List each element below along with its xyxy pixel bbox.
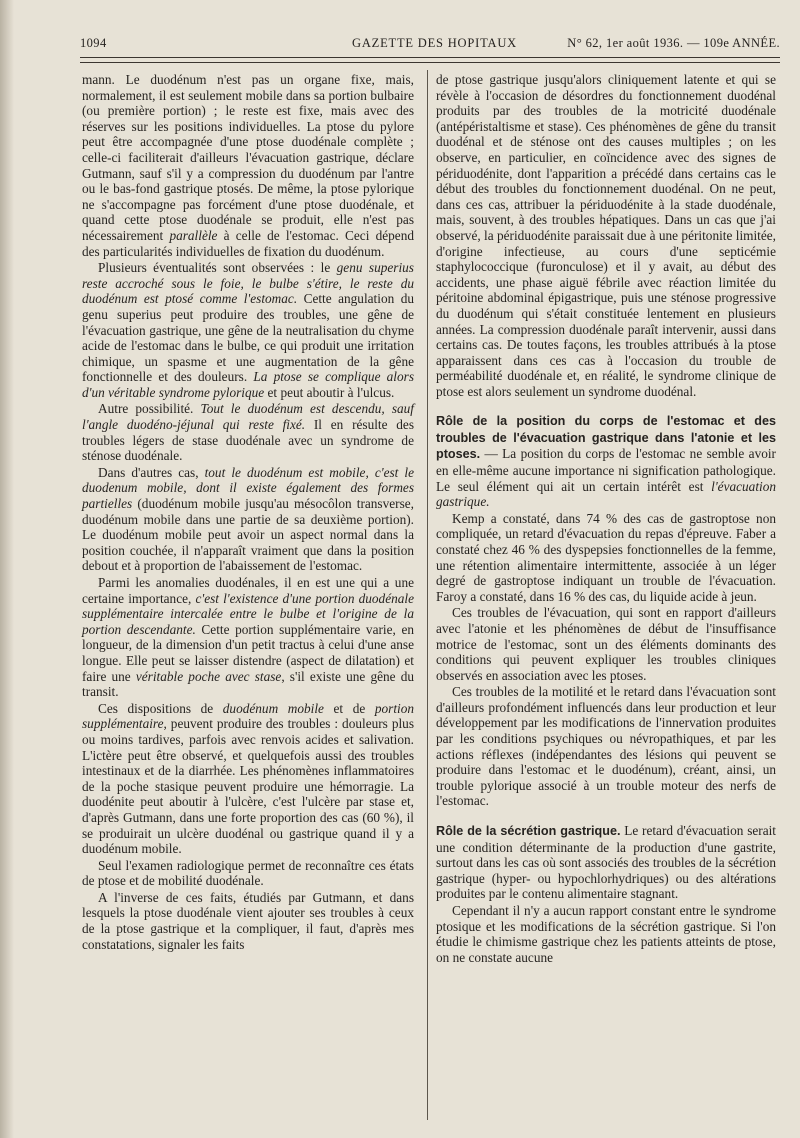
right-column [436, 72, 776, 965]
section-heading: Rôle de la sécrétion gastrique. [436, 824, 621, 839]
text-run: A l'inverse de ces faits, étudiés par Gutmann, et dans lesquels la ptose duodénale vient ajouter ses troubles à ceux de la ptose gastrique et la compliquer, il faut, d'après mes constatations, signaler les faits [82, 889, 414, 952]
section-heading: Rôle de la position du corps de l'estomac et des troubles de l'évacuation gastrique dans l'atonie et les ptoses. [436, 414, 776, 462]
italic-text: l'évacuation gastrique. [436, 478, 776, 510]
text-run: et de [323, 700, 375, 716]
binding-edge-shadow [0, 0, 14, 1138]
text-run: Autre possibilité. [98, 401, 201, 417]
column-divider [427, 70, 428, 1120]
text-run: Il en résulte des troubles légers de stase duodénale avec un syndrome de sténose duodénale. [82, 417, 414, 464]
paragraph [436, 903, 776, 965]
text-run: Seul l'examen radiologique permet de reconnaître ces états de ptose et de mobilité duodénale. [82, 857, 414, 889]
left-column [82, 72, 414, 952]
header-rule-top [80, 57, 780, 58]
text-run: , s'il existe une gêne du transit. [82, 668, 415, 700]
text-run: de ptose gastrique jusqu'alors cliniquement latente et qui se révèle à l'occasion de désordres du fonctionnement duodénal produits par des troubles de la motricité duodénale (antépéristaltisme et stase). Ces phénomènes de gêne du transit duodénal et de sténose ont des causes multiples ; on les observe, en particulier, en coïncidence avec des signes de périduodénite, dont l'apparition a précédé dans certains cas le début des troubles du fonctionnement duodénal. On ne peut, dans ces cas, attribuer la périduodénite à la stade duodénale, mais, souvent, à des troubles hépatiques. Dans un cas que j'ai observé, la périduodénite paraissait due à une péritonite limitée, d'origine infectieuse, au cours d'une septicémie staphylococcique (furonculose) et il y avait, au début des accidents, une phase aiguë fébrile avec réaction limitée du péritoine abdominal épigastrique, puis une sténose progressive du duodénum qui s'était constituée lentement en plusieurs années. La compression duodénale paraît intervenir, aussi dans certains cas. De toutes façons, les troubles attribués à la ptose apparaissent dans ces cas à l'occasion du trouble de perméabilité duodénale et, en réalité, le syndrome clinique de ptose est alors seulement un syndrome duodénal. [436, 72, 776, 399]
text-run: à celle de l'estomac. Ceci dépend des particularités individuelles de fixation du duodénum. [82, 227, 414, 259]
italic-text: portion supplémentaire [82, 700, 415, 732]
italic-text: véritable poche avec stase [135, 668, 282, 684]
paragraph [82, 401, 414, 463]
italic-text: genu superius reste accroché sous le foie, le bulbe s'étire, le reste du duodénum est ptosé comme l'estomac. [82, 260, 414, 307]
paragraph [82, 260, 414, 400]
text-run: , peuvent produire des troubles : douleurs plus ou moins tardives, parfois avec renvois acides et salivation. L'ictère peut être observé, et quelquefois aussi des troubles intestinaux et de la diarrhée. Les phénomènes inflammatoires de la poche stasique peuvent produire une hémorragie. La duodénite peut aboutir à l'ulcère, c'est l'ulcère par stase et, d'après Gutmann, dans une forte proportion des cas (60 %), il se produirait un ulcère duodénal ou gastrique quand il y a duodénum mobile. [82, 716, 414, 857]
paragraph [82, 701, 414, 857]
text-run: Parmi les anomalies duodénales, il en est une qui a une certaine importance, [82, 575, 414, 606]
paragraph [82, 575, 414, 700]
header-rule-bottom [80, 62, 780, 63]
paragraph [82, 858, 414, 889]
text-run: Cette portion supplémentaire varie, en longueur, de la dimension d'un petit tractus à celui d'une anse longue. Elle peut se laisser distendre (aspect de dilatation) et faire une [82, 621, 414, 684]
text-run: et peut aboutir à l'ulcus. [264, 384, 395, 400]
text-run: Ces dispositions de [98, 700, 223, 716]
issue-info: N° 62, 1er août 1936. — 109e ANNÉE. [567, 36, 780, 50]
text-run: mann. Le duodénum n'est pas un organe fixe, mais, normalement, il est seulement mobile dans sa portion bulbaire (ou première portion) ; le reste est fixe, mais avec des réserves sur les positions individuelles. La ptose du pylore peut être accompagnée d'une ptose duodénale complète ; celle-ci faciliterait d'ailleurs l'évacuation gastrique, déclare Gutmann, sauf s'il y a compression du duodénum par l'antre ou le bas-fond gastrique ptosés. De même, la ptose pylorique ne s'accompagne pas forcément d'une ptose duodénale, et quand cette ptose duodénale se produit, elle n'est pas nécessairement [82, 72, 414, 243]
paragraph [436, 413, 776, 509]
journal-title: GAZETTE DES HOPITAUX [352, 36, 517, 50]
italic-text: La ptose se complique alors d'un véritable syndrome pylorique [82, 369, 415, 400]
text-run: (duodénum mobile jusqu'au mésocôlon transverse, duodénum mobile dans une partie de sa deuxième portion). Le duodénum mobile peut avoir un aspect normal dans la position couchée, il n'apparaît vraiment que dans la position debout et à proportion de l'abaissement de l'estomac. [82, 496, 414, 574]
paragraph [436, 605, 776, 683]
text-run: Plusieurs éventualités sont observées : le [98, 260, 337, 276]
paragraph [82, 72, 414, 259]
page-number: 1094 [80, 36, 107, 50]
italic-text: duodénum mobile [222, 700, 324, 716]
text-run: Ces troubles de l'évacuation, qui sont en rapport d'ailleurs avec l'atonie et les phénomènes de début de l'insuffisance motrice de l'estomac, sont un des éléments dominants des conditions qui peuvent expliquer les troubles cliniques observés en association avec les ptoses. [436, 605, 776, 683]
italic-text: c'est l'existence d'une portion duodénale supplémentaire intercalée entre le bulbe et l'origine de la portion descendante. [82, 590, 414, 637]
paragraph [82, 890, 414, 952]
paragraph [436, 511, 776, 605]
paragraph [436, 823, 776, 902]
paragraph [436, 72, 776, 399]
text-run: Ces troubles de la motilité et le retard dans l'évacuation sont d'ailleurs profondément influencés dans leur production et leur développement par les modifications de l'innervation produites par les conditions psychiques ou névropathiques, et par les actions réflexes (indépendantes des lésions qui peuvent se produire dans l'estomac et le duodénum), créant, ainsi, un trouble pylorique associé à un trouble moteur des nerfs de l'estomac. [436, 684, 776, 809]
italic-text: tout le duodénum est mobile, c'est le duodenum mobile, dont il existe également des formes partielles [82, 464, 414, 512]
text-run: Cependant il n'y a aucun rapport constant entre le syndrome ptosique et les modifications de la sécrétion gastrique. Si l'on étudie le chimisme gastrique chez les patients atteints de ptose, on ne constate aucune [436, 902, 776, 965]
text-run: Le retard d'évacuation serait une condition déterminante de la production d'une gastrite, surtout dans les cas où sont associés des troubles de la sécrétion gastrique (hyper- ou hypochlorhydriques) ou des altérations produites par le contenu alimentaire stagnant. [436, 823, 776, 902]
italic-text: parallèle [169, 227, 218, 243]
italic-text: Tout le duodénum est descendu, sauf l'angle duodéno-jéjunal qui reste fixé. [82, 401, 415, 433]
paragraph [436, 684, 776, 809]
text-run: Cette angulation du genu superius peut produire des troubles, une gêne de l'évacuation gastrique, une gêne de la neutralisation du chyme acide de l'estomac dans le bulbe, ce qui produit une irritation chimique, un spasme et une augmentation de la gêne fonctionnelle et des douleurs. [82, 291, 414, 385]
text-run: — La position du corps de l'estomac ne semble avoir en elle-même aucune importance ni signification pathologique. Le seul élément qui ait un certain intérêt est [436, 446, 776, 494]
paragraph [82, 465, 414, 574]
running-header [80, 36, 780, 52]
text-run: Dans d'autres cas, [98, 464, 205, 480]
text-run: Kemp a constaté, dans 74 % des cas de gastroptose non compliquée, un retard d'évacuation du repas d'épreuve. Faber a constaté chez 46 % des dyspepsies fonctionnelles de la femme, une rétention alimentaire intermittente, associée à un léger degré de gastroptose indiquant un trouble de l'évacuation. Faroy a constaté, dans 16 % des cas, du liquide acide à jeun. [436, 510, 776, 604]
